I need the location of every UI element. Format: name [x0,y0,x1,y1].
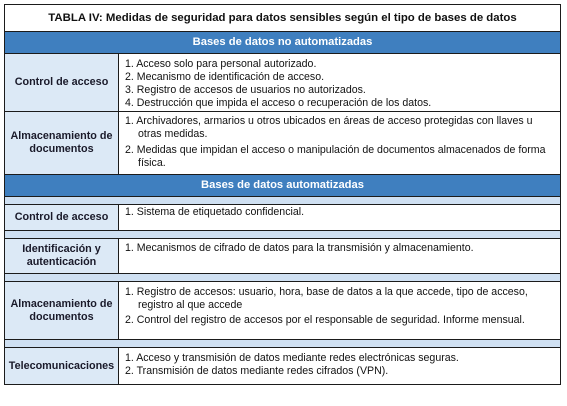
list-item: 1. Mecanismos de cifrado de datos para la transmisión y almacenamiento. [125,242,474,254]
row-label: Almacenamiento de documentos [5,282,119,339]
list-item: 1. Acceso solo para personal autorizado. [125,58,317,70]
list-item: 4. Destrucción que impida el acceso o recuperación de los datos. [125,97,432,109]
section-spacer [5,197,560,205]
row-content [119,348,560,384]
section-heading-non-automated: Bases de datos no automatizadas [5,32,560,54]
row-label: Identificación y autenticación [5,239,119,273]
section-spacer [5,231,560,239]
row-content [119,112,560,174]
table-row [5,348,560,384]
table-row [5,205,560,231]
list-item: 2. Transmisión de datos mediante redes cifrados (VPN). [125,365,389,377]
list-item: 2. Medidas que impidan el acceso o manipulación de documentos almacenados de forma física. [125,144,546,169]
table-row [5,54,560,112]
row-content [119,239,560,273]
section-spacer [5,340,560,348]
list-item: 2. Control del registro de accesos por el responsable de seguridad. Informe mensual. [125,314,525,326]
section-spacer [5,274,560,282]
row-label: Control de acceso [5,54,119,111]
list-item: 1. Archivadores, armarios u otros ubicados en áreas de acceso protegidas con llaves u otras medidas. [125,115,533,140]
row-content [119,54,560,111]
section-heading-automated: Bases de datos automatizadas [5,175,560,197]
list-item: 1. Acceso y transmisión de datos mediante redes electrónicas seguras. [125,352,459,364]
table-row [5,239,560,274]
list-item: 1. Sistema de etiquetado confidencial. [125,206,305,218]
table-row [5,282,560,340]
row-label: Almacenamiento de documentos [5,112,119,174]
row-content [119,205,560,230]
row-label: Control de acceso [5,205,119,230]
list-item: 3. Registro de accesos de usuarios no autorizados. [125,84,366,96]
security-measures-table [4,4,561,385]
list-item: 2. Mecanismo de identificación de acceso. [125,71,325,83]
table-title: TABLA IV: Medidas de seguridad para datos sensibles según el tipo de bases de datos [5,5,560,32]
table-row [5,112,560,175]
row-content [119,282,560,339]
list-item: 1. Registro de accesos: usuario, hora, base de datos a la que accede, tipo de acceso, registro al que accede [125,286,528,311]
row-label: Telecomunicaciones [5,348,119,384]
